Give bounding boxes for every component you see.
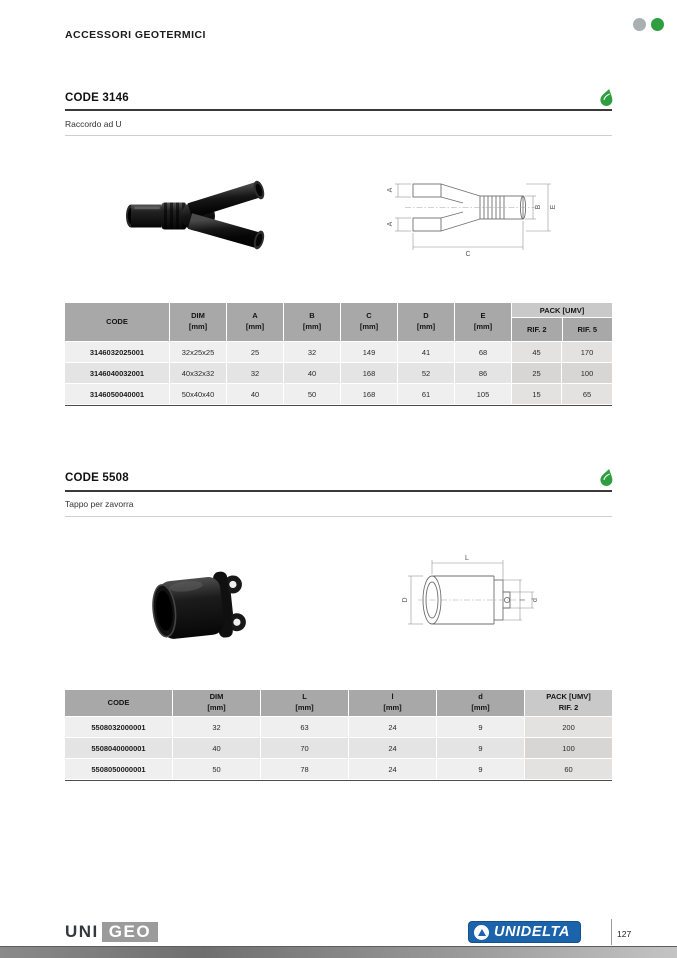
cell-l: 24 <box>349 738 437 758</box>
col-header-rif5: RIF. 5 <box>562 318 613 341</box>
section-code-5508: CODE 5508 <box>65 472 129 484</box>
dim-label-d: d <box>532 598 539 602</box>
cell-L: 63 <box>261 717 349 737</box>
table-header <box>65 303 612 341</box>
product-photo-ballast-cap <box>140 558 262 653</box>
cell-dim: 50 <box>173 759 261 779</box>
col-header-c: C [mm] <box>341 303 398 341</box>
green-dot-icon <box>651 18 664 31</box>
col-header-rif2: RIF. 2 <box>512 318 562 341</box>
cell-b: 50 <box>284 384 341 404</box>
technical-drawing-u-fitting <box>383 174 561 260</box>
cell-b: 40 <box>284 363 341 383</box>
cell-e: 68 <box>455 342 512 362</box>
cell-rif2: 45 <box>512 342 562 362</box>
cell-L: 70 <box>261 738 349 758</box>
cell-L: 78 <box>261 759 349 779</box>
section-subtitle: Raccordo ad U <box>65 119 122 129</box>
cell-d: 52 <box>398 363 455 383</box>
col-header-dim: DIM [mm] <box>170 303 227 341</box>
dim-label-a2: A <box>387 221 394 227</box>
cell-a: 25 <box>227 342 284 362</box>
subtitle-rule <box>65 516 612 517</box>
cell-code: 3146040032001 <box>65 363 170 383</box>
subtitle-rule <box>65 135 612 136</box>
cell-c: 149 <box>341 342 398 362</box>
dim-label-b: B <box>535 204 542 210</box>
pack-header: PACK [UMV] <box>512 303 612 318</box>
cell-pack: 200 <box>525 717 612 737</box>
cell-code: 3146050040001 <box>65 384 170 404</box>
unigeo-geo-text: GEO <box>102 922 158 942</box>
cell-d: 9 <box>437 738 525 758</box>
dim-label-l: l <box>520 599 527 601</box>
cell-a: 40 <box>227 384 284 404</box>
technical-drawing-cap <box>398 550 542 648</box>
product-photo-u-fitting <box>118 170 283 258</box>
footer-divider <box>611 919 612 945</box>
section-rule <box>65 490 612 492</box>
col-header-dim: DIM [mm] <box>173 690 261 716</box>
cell-rif2: 25 <box>512 363 562 383</box>
cell-e: 86 <box>455 363 512 383</box>
cell-c: 168 <box>341 363 398 383</box>
cell-rif5: 170 <box>562 342 612 362</box>
cell-pack: 60 <box>525 759 612 779</box>
page-edge <box>0 946 677 958</box>
cell-l: 24 <box>349 759 437 779</box>
table-row <box>65 363 612 383</box>
col-header-code: CODE <box>65 303 170 341</box>
cell-d: 61 <box>398 384 455 404</box>
cell-rif5: 100 <box>562 363 612 383</box>
dim-label-e: E <box>550 204 557 210</box>
col-header-a: A [mm] <box>227 303 284 341</box>
cell-code: 5508050000001 <box>65 759 173 779</box>
table-bottom-rule <box>65 780 612 781</box>
unidelta-logo <box>468 921 581 943</box>
cell-rif2: 15 <box>512 384 562 404</box>
dim-label-a1: A <box>387 187 394 193</box>
table-bottom-rule <box>65 405 612 406</box>
dim-label-D: D <box>402 597 409 603</box>
table-code-5508 <box>65 690 612 781</box>
table-row <box>65 759 612 779</box>
cell-code: 3146032025001 <box>65 342 170 362</box>
unigeo-logo <box>65 922 158 942</box>
unidelta-text: UNIDELTA <box>494 924 570 940</box>
cell-dim: 32x25x25 <box>170 342 227 362</box>
section-subtitle: Tappo per zavorra <box>65 499 134 509</box>
cell-d: 9 <box>437 759 525 779</box>
cell-dim: 32 <box>173 717 261 737</box>
col-header-L: L [mm] <box>261 690 349 716</box>
cell-code: 5508040000001 <box>65 738 173 758</box>
table-header <box>65 690 612 716</box>
page-title: ACCESSORI GEOTERMICI <box>65 29 206 41</box>
dim-label-c: C <box>465 251 471 258</box>
cell-a: 32 <box>227 363 284 383</box>
cell-pack: 100 <box>525 738 612 758</box>
col-header-code: CODE <box>65 690 173 716</box>
cell-dim: 40 <box>173 738 261 758</box>
dim-label-L: L <box>465 555 469 562</box>
col-header-b: B [mm] <box>284 303 341 341</box>
page-number: 127 <box>617 929 632 939</box>
table-row <box>65 717 612 737</box>
cell-d: 9 <box>437 717 525 737</box>
gray-dot-icon <box>633 18 646 31</box>
col-header-d: d [mm] <box>437 690 525 716</box>
section-rule <box>65 109 612 111</box>
cell-code: 5508032000001 <box>65 717 173 737</box>
table-row <box>65 738 612 758</box>
cell-dim: 40x32x32 <box>170 363 227 383</box>
cell-dim: 50x40x40 <box>170 384 227 404</box>
col-header-pack <box>512 303 612 341</box>
delta-icon <box>474 925 489 940</box>
table-row <box>65 342 612 362</box>
category-dots <box>633 18 664 31</box>
table-row <box>65 384 612 404</box>
col-header-e: E [mm] <box>455 303 512 341</box>
eco-drop-icon <box>600 88 614 107</box>
cell-e: 105 <box>455 384 512 404</box>
cell-d: 41 <box>398 342 455 362</box>
col-header-pack: PACK [UMV] RIF. 2 <box>525 690 612 716</box>
cell-rif5: 65 <box>562 384 612 404</box>
table-code-3146 <box>65 303 612 406</box>
cell-c: 168 <box>341 384 398 404</box>
section-code-3146: CODE 3146 <box>65 92 129 104</box>
col-header-l: l [mm] <box>349 690 437 716</box>
unigeo-uni-text: UNI <box>65 922 99 941</box>
col-header-d: D [mm] <box>398 303 455 341</box>
eco-drop-icon <box>600 468 614 487</box>
cell-b: 32 <box>284 342 341 362</box>
cell-l: 24 <box>349 717 437 737</box>
